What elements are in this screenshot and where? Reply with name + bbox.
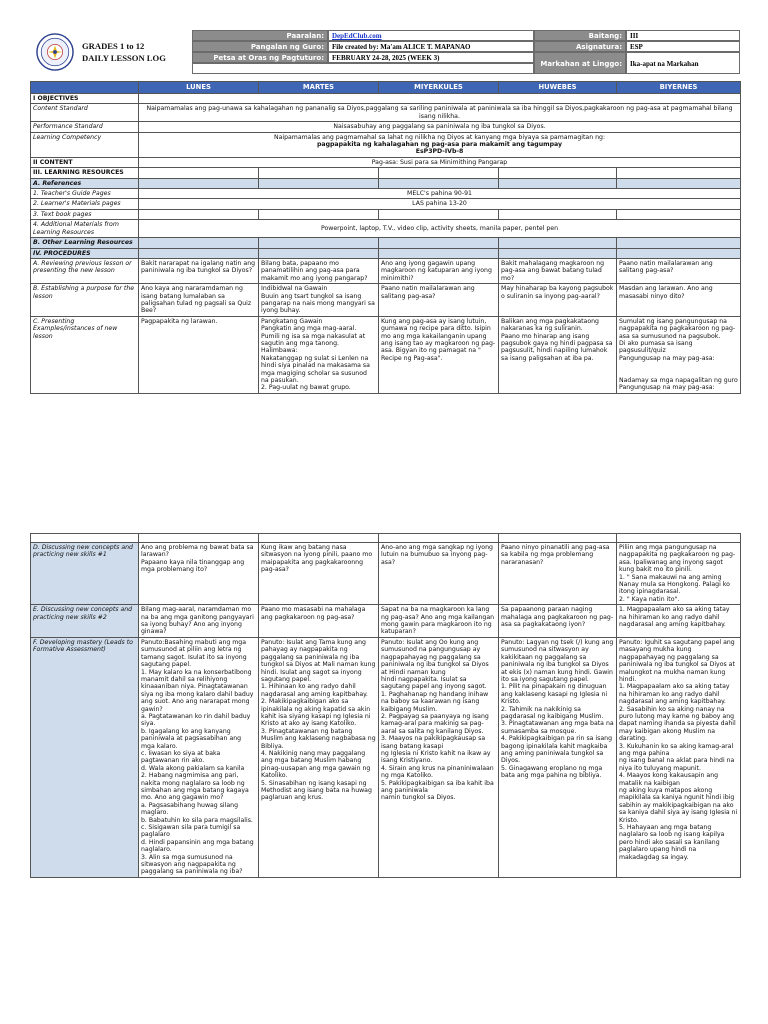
references-blank-4 [499, 178, 617, 188]
procedures-blank-2 [259, 248, 379, 258]
row-f-friday: Panuto: Iguhit sa sagutang papel ang masayang mukha kung nagpapahayag ng paggalang sa paniniwala ng iba tungkol sa Diyos at malungkot na mukha naman kung hindi. 1. Magpapaalam ako sa aking tatay na hihiraman ko ang radyo dahil nagdarasal ang aming kapitbahay. 2. Sasabihin ko sa aking nanay na puro lutong may karne ng baboy ang dapat naming ihanda sa piyesta dahil may kaibigan akong Muslim na darating. 3. Kukuhanin ko sa aking kamag-aral ang mga pahina ng isang banal na aklat para hindi na niya ito tuluyang mapunit. 4. Maayos kong kakausapin ang matalik na kaibigan ng aking kuya matapos akong mapikilala sa kaniya ngunit hindi ibig sabihin ay makikipagkaibigan na ako sa kaniya dahil siya ay isang Iglesia ni Kristo. 5. Hahayaan ang mga batang naglalaro sa loob ng isang kapilya pero hindi ako sasali sa kanilang paglalaro upang hindi na makadagdag sa ingay. [617, 637, 741, 877]
day-header-row [31, 82, 741, 94]
p2-blank-0 [31, 534, 139, 543]
other-blank-5 [617, 238, 741, 248]
lesson-log-header [30, 30, 740, 76]
p2-blank-4 [499, 534, 617, 543]
row-e-thursday: Sa papaanong paraan naging mahalaga ang pagkakaroon ng pag-asa sa pagkakataong iyon? [499, 605, 617, 638]
quarter-value: Ika-apat na Markahan [626, 52, 740, 74]
row-e-label: E. Discussing new concepts and practicing new skills #2 [31, 605, 139, 638]
p2-blank-1 [139, 534, 259, 543]
subject-value: ESP [626, 41, 740, 52]
textbook-blank-1 [139, 209, 259, 219]
title-line-dll: DAILY LESSON LOG [82, 53, 166, 63]
row-d-wednesday: Ano-ano ang mga sangkap ng iyong lutuin na bumubuo sa inyong pag-asa? [379, 543, 499, 605]
row-b-monday: Ano kaya ang nararamdaman ng isang batang lumalaban sa paligsahan tulad ng pagsali sa Quiz Bee? [139, 284, 259, 317]
row-d-thursday: Paano ninyo pinanatili ang pag-asa sa kabila ng mga problemang nararanasan? [499, 543, 617, 605]
teacher-label: Pangalan ng Guro: [192, 41, 328, 52]
row-c-label: C. Presenting Examples/instances of new lesson [31, 316, 139, 393]
row-d-discussing-1 [31, 543, 741, 605]
references-blank-2 [259, 178, 379, 188]
row-a-wednesday: Ano ang iyong gagawin upang magkaroon ng katuparan ang iyong minimithi? [379, 258, 499, 283]
p2-blank-3 [379, 534, 499, 543]
row-b-friday: Masdan ang larawan. Ano ang masasabi ninyo dito? [617, 284, 741, 317]
other-resources-heading: B. Other Learning Resources [31, 238, 139, 248]
resources-blank-1 [139, 168, 259, 178]
competency-line-2: pagpapakita ng kahalagahan ng pag-asa para makamit ang tagumpay [316, 141, 563, 149]
competency-line-1: Naipamamalas ang pagmamahal sa lahat ng nilikha ng Diyos at kanyang mga biyaya sa pamamagitan ng: [273, 133, 606, 141]
competency-code: EsP3PD-IVb-8 [415, 148, 464, 156]
day-tuesday: MARTES [259, 82, 379, 94]
row-d-tuesday: Kung ikaw ang batang nasa sitwasyon na iyong pinili, paano mo maipapakita ang pagkakaroonng pag-asa? [259, 543, 379, 605]
resources-blank-4 [499, 168, 617, 178]
resources-blank-5 [617, 168, 741, 178]
competency-text [139, 132, 741, 157]
row-b-label: B. Establishing a purpose for the lesson [31, 284, 139, 317]
performance-standard-label: Performance Standard [31, 122, 139, 132]
textbook-blank-5 [617, 209, 741, 219]
other-blank-2 [259, 238, 379, 248]
content-standard-label: Content Standard [31, 104, 139, 122]
quarter-label: Markahan at Linggo: [534, 52, 626, 74]
day-header-blank [31, 82, 139, 94]
procedures-blank-5 [617, 248, 741, 258]
date-label: Petsa at Oras ng Pagtuturo: [192, 52, 328, 63]
date-value: FEBRUARY 24-28, 2025 (WEEK 3) [328, 52, 534, 63]
title-line-grades: GRADES 1 to 12 [82, 41, 145, 51]
row-e-wednesday: Sapat na ba na magkaroon ka lang ng pag-asa? Ano ang mga kailangan mong gawin para magkaroon ito ng katuparan? [379, 605, 499, 638]
row-a-tuesday: Bilang bata, papaano mo panamatilihin ang pag-asa para makamit mo ang iyong pangarap? [259, 258, 379, 283]
teachers-guide-label: 1. Teacher's Guide Pages [31, 189, 139, 199]
learners-materials-value: LAS pahina 13-20 [139, 199, 741, 209]
lesson-log-table-top [30, 81, 741, 394]
row-f-thursday: Panuto: Lagyan ng tsek (/) kung ang sumusunod na sitwasyon ay kakikitaan ng paggalang sa paniniwala ng iba tungkol sa Diyos at ekis (x) naman kung hindi. Gawin ito sa iyong sagutang papel. 1. Pilit na pinapakain ng dinuguan ang kaklaseng kasapi ng Iglesia ni Kristo. 2. Tahimik na nakikinig sa pagdarasal ng kaibigang Muslim. 3. Pinagtatawanan ang mga bata na sumasamba sa mosque. 4. Pakikipagkaibigan pa rin sa isang bagong ipinakilala kahit magkaiba ang aming paniniwala tungkol sa Diyos. 5. Ginagawang eroplano ng mga bata ang mga pahina ng bibliya. [499, 637, 617, 877]
row-c-presenting [31, 316, 741, 393]
objectives-blank [139, 94, 741, 104]
other-blank-3 [379, 238, 499, 248]
performance-standard-text: Naisasabuhay ang paggalang sa paniniwala ng iba tungkol sa Diyos. [139, 122, 741, 132]
content-title: Pag-asa: Susi para sa Minimithing Pangarap [139, 157, 741, 167]
procedures-blank-3 [379, 248, 499, 258]
day-monday: LUNES [139, 82, 259, 94]
textbook-blank-4 [499, 209, 617, 219]
row-f-monday: Panuto:Basahing mabuti ang mga sumusunod at piliin ang letra ng tamang sagot. Isulat ito sa inyong sagutang papel. 1. May kalaro ka na konserbatibong manamit dahil sa relihiyong kinaaaniban niya. Pinagtatawanan siya ng iba mong kalaro dahil baduy ang suot. Ano ang nararapat mong gawin? a. Pagtatawanan ko rin dahil baduy siya. b. Igagalang ko ang kanyang paniniwala at pagsasabihan ang mga kalaro. c. Iiwasan ko siya at baka pagtawanan rin ako. d. Wala akong pakialam sa kanila 2. Habang nagmimisa ang pari, nakita mong naglalaro sa loob ng simbahan ang mga batang kagaya mo. Ano ang gagawin mo? a. Pagsasabihang huwag silang maglaro. b. Babatuhin ko sila para magsilalis. c. Sisigawan sila para tumigil sa paglalaro d. Hindi papansinin ang mga batang naglalaro. 3. Alin sa mga sumusunod na sitwasyon ang nagpapakita ng paggalang sa paniniwala ng iba? [139, 637, 259, 877]
p2-blank-2 [259, 534, 379, 543]
row-c-monday: Pagpapakita ng larawan. [139, 316, 259, 393]
deped-seal-logo [36, 33, 74, 71]
school-value[interactable] [328, 30, 534, 41]
row-a-friday: Paano natin mailalarawan ang salitang pag-asa? [617, 258, 741, 283]
procedures-blank-4 [499, 248, 617, 258]
row-b-purpose [31, 284, 741, 317]
other-blank-1 [139, 238, 259, 248]
day-thursday: HUWEBES [499, 82, 617, 94]
content-standard-text: Naipamamalas ang pag-unawa sa kahalagahan ng pananalig sa Diyos,paggalang sa sariling paniniwala at paniniwala sa iba hinggil sa Diyos,pagkakaroon ng pag-asa at pagmamahal bilang isang nilikha. [139, 104, 741, 122]
textbook-blank-2 [259, 209, 379, 219]
row-e-friday: 1. Magpapaalam ako sa aking tatay na hihiraman ko ang radyo dahil nagdarasal ang aming kapitbahay. [617, 605, 741, 638]
row-a-reviewing [31, 258, 741, 283]
references-blank-3 [379, 178, 499, 188]
row-b-tuesday: Indibidwal na Gawain Buuin ang tsart tungkol sa isang pangarap na nais mong mangyari sa iyong buhay. [259, 284, 379, 317]
row-e-tuesday: Paano mo masasabi na mahalaga ang pagkakaroon ng pag-asa? [259, 605, 379, 638]
resources-blank-2 [259, 168, 379, 178]
other-blank-4 [499, 238, 617, 248]
grade-label: Baitang: [534, 30, 626, 41]
procedures-heading: IV. PROCEDURES [31, 248, 139, 258]
school-link[interactable]: DepEdClub.com [332, 32, 382, 40]
row-c-wednesday: Kung ang pag-asa ay isang lutuin, gumawa ng recipe para ditto. Isipin mo ang mga kakailanganin upang ang isang tao ay magkaroon ng pag-asa. Bigyan ito ng pamagat na " Recipe ng Pag-asa". [379, 316, 499, 393]
row-d-label: D. Discussing new concepts and practicing new skills #1 [31, 543, 139, 605]
resources-heading: III. LEARNING RESOURCES [31, 168, 139, 178]
row-f-developing-mastery [31, 637, 741, 877]
procedures-blank-1 [139, 248, 259, 258]
teachers-guide-value: MELC's pahina 90-91 [139, 189, 741, 199]
row-f-tuesday: Panuto: Isulat ang Tama kung ang pahayag ay nagpapakita ng paggalang sa paniniwala ng iba tungkol sa Diyos at Mali naman kung hindi. Isulat ang sagot sa inyong sagutang papel. 1. Hihinaan ko ang radyo dahil nagdarasal ang aming kapitbahay. 2. Makikipagkaibigan ako sa ipinakilala ng aking kapatid sa akin kahit isa siyang kasapi ng Iglesia ni Kristo at ako ay isang Katoliko. 3. Pinagtatawanan ng batang Muslim ang kaklaseng nagbabasa ng Bibliya. 4. Nakikinig nang may paggalang ang mga batang Muslim habang pinag-uusapan ang mga gawain ng Katoliko. 5. Sinasabihan ng isang kasapi ng Methodist ang isang bata na huwag paglaruan ang krus. [259, 637, 379, 877]
lesson-log-table-bottom [30, 533, 741, 878]
row-f-label: F. Developing mastery (Leads to Formative Assessment) [31, 637, 139, 877]
row-e-discussing-2 [31, 605, 741, 638]
references-blank-5 [617, 178, 741, 188]
row-a-monday: Bakit nararapat na igalang natin ang paniniwala ng iba tungkol sa Diyos? [139, 258, 259, 283]
additional-materials-label: 4. Additional Materials from Learning Resources [31, 220, 139, 238]
row-a-thursday: Bakit mahalagang magkaroon ng pag-asa ang bawat batang tulad mo? [499, 258, 617, 283]
day-wednesday: MIYERKULES [379, 82, 499, 94]
competency-label: Learning Competency [31, 132, 139, 157]
row-b-wednesday: Paano natin mailalarawan ang salitang pag-asa? [379, 284, 499, 317]
textbook-label: 3. Text book pages [31, 209, 139, 219]
row-c-friday: Sumulat ng isang pangungusap na nagpapakita ng pagkakaroon ng pag-asa sa sumusunod na pagsubok. Di ako pumasa sa isang pagsusulit/quiz Pangungusap na may pag-asa: Nadamay sa mga napagalitan ng guro Pangungusap na may pag-asa: [617, 316, 741, 393]
learners-materials-label: 2. Learner's Materials pages [31, 199, 139, 209]
references-blank-1 [139, 178, 259, 188]
content-heading: II CONTENT [31, 157, 139, 167]
objectives-heading: I OBJECTIVES [31, 94, 139, 104]
references-heading: A. References [31, 178, 139, 188]
header-blank-row [192, 63, 534, 74]
row-d-friday: Piliin ang mga pangungusap na nagpapakita ng pagkakaroon ng pag-asa. Ipaliwanag ang inyong sagot kung bakit mo ito pinili. 1. " Sana makauwi na ang aming Nanay mula sa Hongkong. Palagi ko itong ipinagdarasal. 2. " Kaya natin ito". [617, 543, 741, 605]
grade-value: III [626, 30, 740, 41]
additional-materials-value: Powerpoint, laptop, T.V., video clip, activity sheets, manila paper, pentel pen [139, 220, 741, 238]
textbook-blank-3 [379, 209, 499, 219]
row-f-wednesday: Panuto: Isulat ang Oo kung ang sumusunod na pangungusap ay nagpapahayag ng paggalang sa paniniwala ng iba tungkol sa Diyos at Hindi naman kung hindi nagpapakita. Isulat sa sagutang papel ang inyong sagot. 1. Paghahanap ng handang inihaw na baboy sa kaarawan ng isang kaibigang Muslim. 2. Pagpayag sa paanyaya ng isang kamag-aral para makinig sa pag-aaral sa salita ng kanilang Diyos. 3. Maayos na pakikipagkausap sa isang batang kasapi ng Iglesia ni Kristo kahit na ikaw ay isang Kristiyano. 4. Sirain ang krus na pinaniniwalaan ng mga Katoliko. 5. Pakikipagkaibigan sa iba kahit iba ang paniniwala namin tungkol sa Diyos. [379, 637, 499, 877]
school-label: Paaralan: [192, 30, 328, 41]
row-c-thursday: Balikan ang mga pagkakataong nakaranas ka ng suliranin. Paano mo hinarap ang isang pagsubok gaya ng hindi pagpasa sa pagsusulit, hindi napiling lumahok sa isang paligsahan at iba pa. [499, 316, 617, 393]
row-d-monday: Ano ang problema ng bawat bata sa larawan? Papaano kaya nila tinanggap ang mga problemang ito? [139, 543, 259, 605]
p2-blank-5 [617, 534, 741, 543]
day-friday: BIYERNES [617, 82, 741, 94]
row-c-tuesday: Pangkatang Gawain Pangkatin ang mga mag-aaral. Pumili ng isa sa mga nakasulat at sagutin ang mga tanong. Halimbawa: Nakatanggap ng sulat si Lenlen na hindi siya pinalad na makasama sa mga magiging scholar sa susunod na pasukan. 2. Pag-uulat ng bawat grupo. [259, 316, 379, 393]
subject-label: Asignatura: [534, 41, 626, 52]
page-two-top-border-row [31, 534, 741, 543]
row-b-thursday: May hinaharap ba kayong pagsubok o suliranin sa inyong pag-aaral? [499, 284, 617, 317]
teacher-value: File created by: Ma'am ALICE T. MAPANAO [328, 41, 534, 52]
row-a-label: A. Reviewing previous lesson or presenting the new lesson [31, 258, 139, 283]
row-e-monday: Bilang mag-aaral, naramdaman mo na ba ang mga ganitong pangyayari sa iyong buhay? Ano ang inyong ginawa? [139, 605, 259, 638]
resources-blank-3 [379, 168, 499, 178]
